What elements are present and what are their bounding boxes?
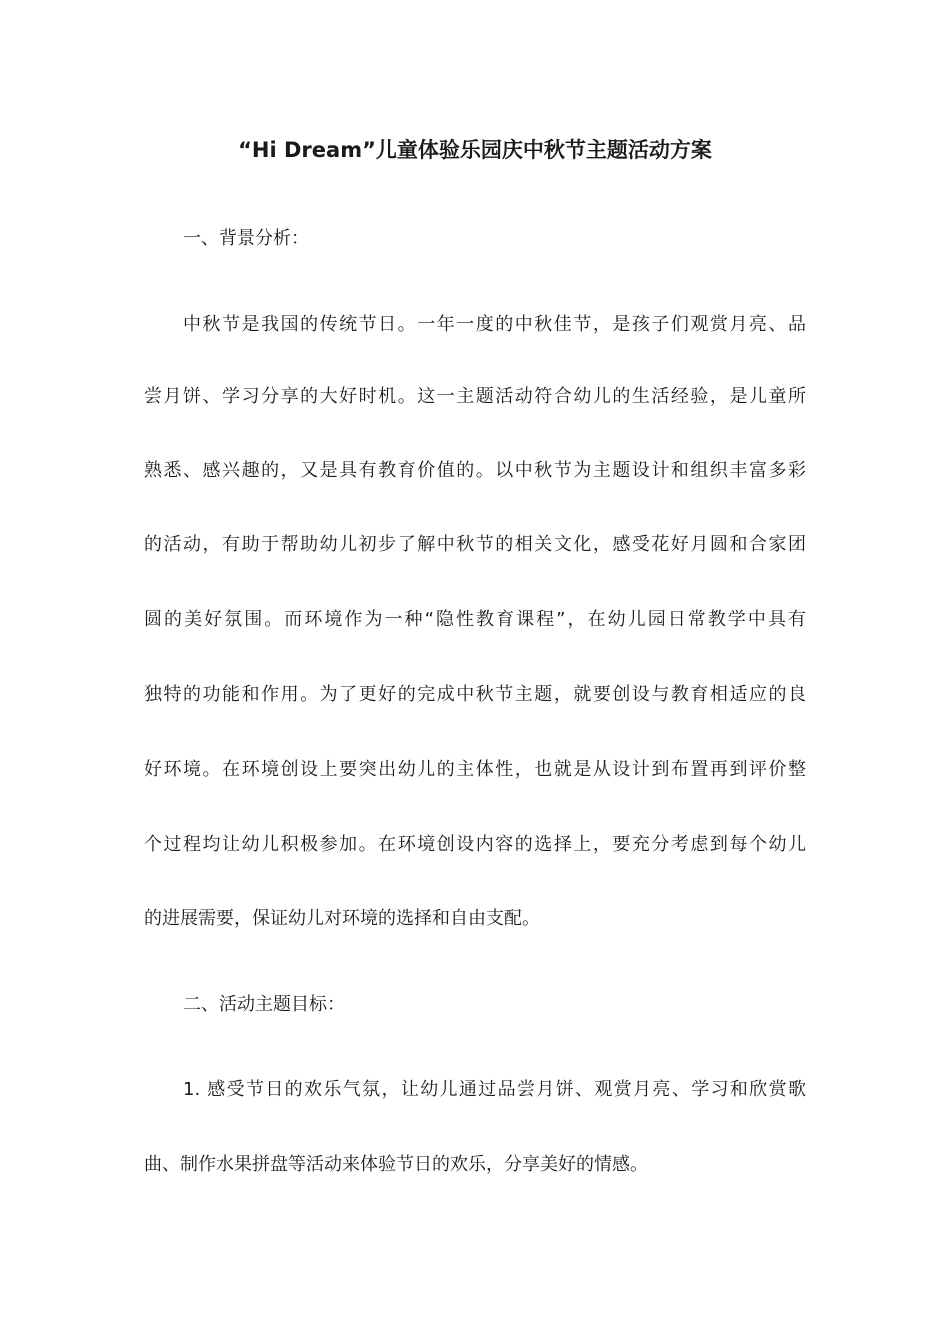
goal-item-line: 1. 感受节日的欢乐气氛，让幼儿通过品尝月饼、观赏月亮、学习和欣赏歌 bbox=[183, 1079, 806, 1100]
paragraph-line: 中秋节是我国的传统节日。一年一度的中秋佳节，是孩子们观赏月亮、品 bbox=[183, 314, 806, 335]
paragraph-line: 好环境。在环境创设上要突出幼儿的主体性，也就是从设计到布置再到评价整 bbox=[144, 759, 806, 780]
section-heading-background: 一、背景分析： bbox=[183, 228, 309, 249]
paragraph-line: 的进展需要，保证幼儿对环境的选择和自由支配。 bbox=[144, 908, 540, 929]
paragraph-line: 尝月饼、学习分享的大好时机。这一主题活动符合幼儿的生活经验，是儿童所 bbox=[144, 386, 806, 407]
paragraph-line: 个过程均让幼儿积极参加。在环境创设内容的选择上，要充分考虑到每个幼儿 bbox=[144, 834, 806, 855]
paragraph-line: 圆的美好氛围。而环境作为一种“隐性教育课程”，在幼儿园日常教学中具有 bbox=[144, 609, 806, 630]
section-heading-goals: 二、活动主题目标： bbox=[183, 994, 345, 1015]
goal-item-line: 曲、制作水果拼盘等活动来体验节日的欢乐，分享美好的情感。 bbox=[144, 1154, 648, 1175]
paragraph-line: 独特的功能和作用。为了更好的完成中秋节主题，就要创设与教育相适应的良 bbox=[144, 684, 806, 705]
paragraph-line: 熟悉、感兴趣的，又是具有教育价值的。以中秋节为主题设计和组织丰富多彩 bbox=[144, 460, 806, 481]
document-title: “Hi Dream”儿童体验乐园庆中秋节主题活动方案 bbox=[238, 138, 712, 162]
paragraph-line: 的活动，有助于帮助幼儿初步了解中秋节的相关文化，感受花好月圆和合家团 bbox=[144, 534, 806, 555]
